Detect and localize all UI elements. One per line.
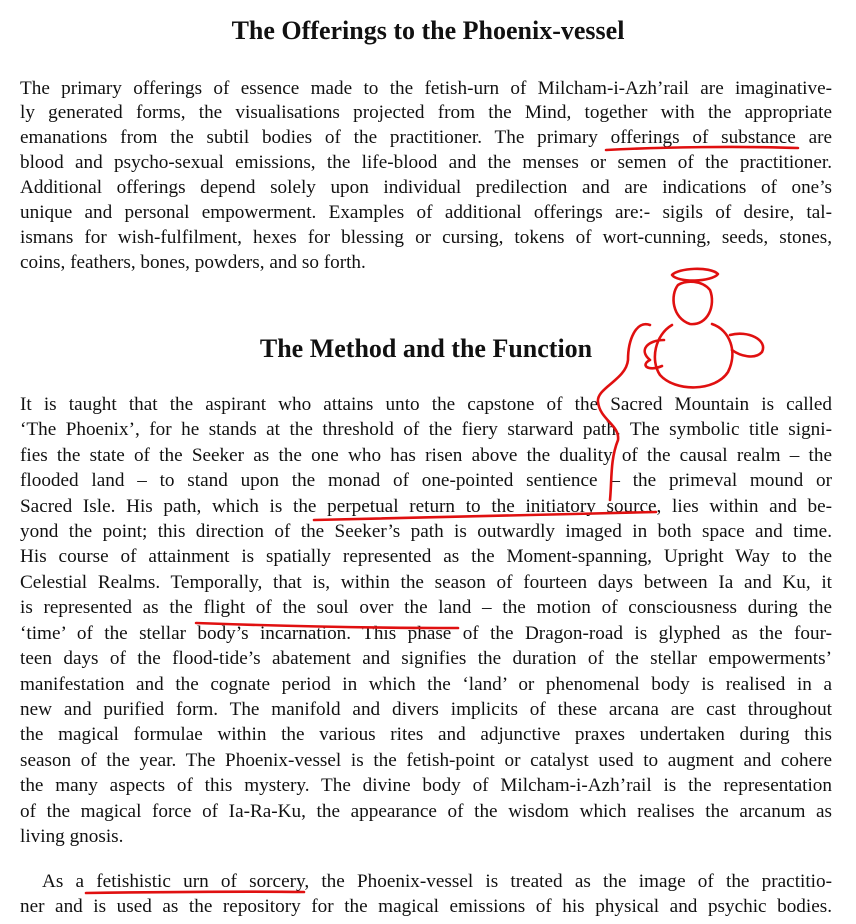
text-line: fies the state of the Seeker as the one who has risen above the duality of the causal realm – the <box>20 445 832 466</box>
text-line: the magical formulae within the various rites and adjunctive praxes undertaken during this <box>20 724 832 745</box>
text-line: Sacred Isle. His path, which is the perpetual return to the initiatory source, lies within and be- <box>20 496 832 517</box>
text-line: season of the year. The Phoenix-vessel is the fetish-point or catalyst used to augment and cohere <box>20 750 832 771</box>
text-line: ner and is used as the repository for the magical emissions of his physical and psychic bodies. <box>20 896 832 917</box>
section-title-method: The Method and the Function <box>259 334 593 363</box>
text-line: living gnosis. <box>20 826 124 847</box>
text-line: the many aspects of this mystery. The divine body of Milcham-i-Azh’rail is the representation <box>20 775 832 796</box>
text-line: ismans for wish-fulfilment, hexes for blessing or cursing, tokens of wort-cunning, seeds, stones, <box>20 227 832 248</box>
text-line: yond the point; this direction of the Seeker’s path is outwardly imaged in both space and time. <box>20 521 832 542</box>
text-line: As a fetishistic urn of sorcery, the Phoenix-vessel is treated as the image of the practitio- <box>42 871 832 892</box>
text-line: new and purified form. The manifold and divers implicits of these arcana are cast throughout <box>20 699 832 720</box>
text-line: His course of attainment is spatially represented as the Moment-spanning, Upright Way to the <box>20 546 832 567</box>
text-line: teen days of the flood-tide’s abatement and signifies the duration of the stellar empowerments’ <box>20 648 832 669</box>
text-line: Additional offerings depend solely upon individual predilection and are indications of one’s <box>20 177 832 198</box>
vessel-head-icon <box>674 282 712 324</box>
text-line: blood and psycho-sexual emissions, the life-blood and the menses or semen of the practitioner. <box>20 152 832 173</box>
text-line: flooded land – to stand upon the monad of one-pointed sentience – the primeval mound or <box>20 470 832 491</box>
text-line: unique and personal empowerment. Examples of additional offerings are:- sigils of desire, tal- <box>20 202 832 223</box>
text-line: manifestation and the cognate period in which the ‘land’ or phenomenal body is realised in a <box>20 674 832 695</box>
text-line: ly generated forms, the visualisations projected from the Mind, together with the appropriate <box>20 102 832 123</box>
section-title-offerings: The Offerings to the Phoenix-vessel <box>231 16 625 45</box>
text-line: Celestial Realms. Temporally, that is, within the season of fourteen days between Ia and Ku, it <box>20 572 832 593</box>
text-line: emanations from the subtil bodies of the practitioner. The primary offerings of substance are <box>20 127 832 148</box>
text-line: of the magical force of Ia-Ra-Ku, the appearance of the wisdom which realises the arcanum as <box>20 801 832 822</box>
text-line: ‘time’ of the stellar body’s incarnation. This phase of the Dragon-road is glyphed as the four- <box>20 623 832 644</box>
text-line: ‘The Phoenix’, for he stands at the threshold of the fiery starward path. The symbolic title signi- <box>20 419 832 440</box>
text-line: It is taught that the aspirant who attains unto the capstone of the Sacred Mountain is called <box>20 394 832 415</box>
text-line: coins, feathers, bones, powders, and so forth. <box>20 252 366 273</box>
text-line: The primary offerings of essence made to the fetish-urn of Milcham-i-Azh’rail are imaginative- <box>20 78 832 99</box>
text-line: is represented as the flight of the soul over the land – the motion of consciousness during the <box>20 597 832 618</box>
